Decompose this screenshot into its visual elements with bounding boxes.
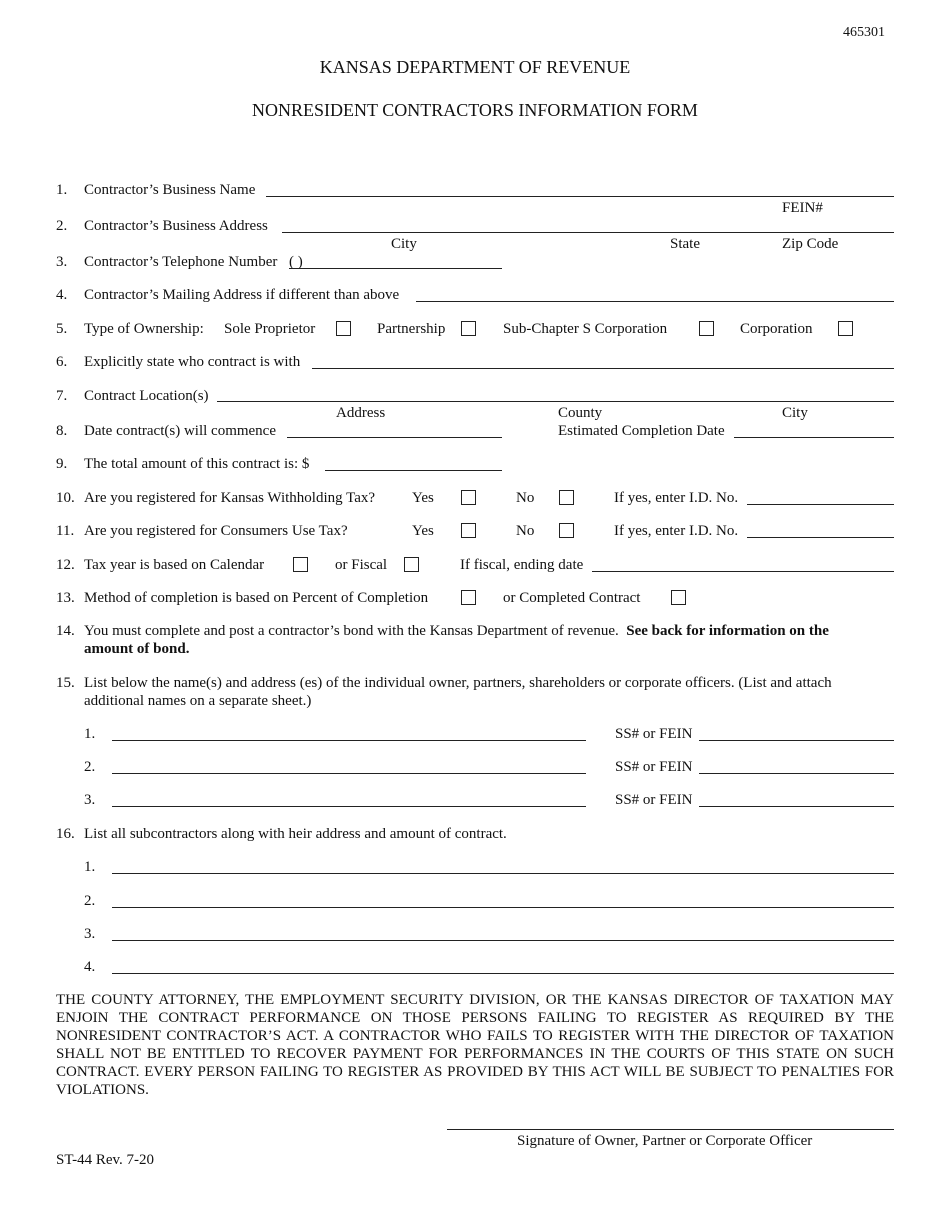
owner-name-field[interactable] bbox=[112, 773, 586, 774]
corporation-label: Corporation bbox=[740, 321, 813, 337]
yes-label: Yes bbox=[412, 490, 434, 506]
subcontractor-field[interactable] bbox=[112, 973, 894, 974]
contract-with-field[interactable] bbox=[312, 368, 894, 369]
subcontractor-field[interactable] bbox=[112, 907, 894, 908]
owner-ss-fein-field[interactable] bbox=[699, 773, 894, 774]
item-number: 16. bbox=[56, 826, 75, 842]
owner-name-field[interactable] bbox=[112, 740, 586, 741]
item-number: 2. bbox=[56, 218, 68, 234]
contract-with-label: Explicitly state who contract is with bbox=[84, 354, 301, 370]
est-completion-field[interactable] bbox=[734, 437, 894, 438]
yes-label: Yes bbox=[412, 523, 434, 539]
completed-contract-label: or Completed Contract bbox=[503, 590, 641, 606]
withholding-yes-checkbox[interactable] bbox=[461, 490, 476, 505]
no-label: No bbox=[516, 490, 535, 506]
item-number: 10. bbox=[56, 490, 75, 506]
owners-instruction: List below the name(s) and address (es) of the individual owner, partners, shareholders or corporate officers. (List and attach additional names on a separate sheet.) bbox=[84, 675, 832, 709]
item-number: 4. bbox=[56, 287, 68, 303]
fiscal-ending-field[interactable] bbox=[592, 571, 894, 572]
telephone-field[interactable] bbox=[289, 268, 502, 269]
use-tax-no-checkbox[interactable] bbox=[559, 523, 574, 538]
percent-completion-checkbox[interactable] bbox=[461, 590, 476, 605]
fein-label: FEIN# bbox=[782, 200, 823, 216]
mailing-address-label: Contractor’s Mailing Address if different than above bbox=[84, 287, 400, 303]
calendar-checkbox[interactable] bbox=[293, 557, 308, 572]
zip-label: Zip Code bbox=[782, 236, 839, 252]
corporation-checkbox[interactable] bbox=[838, 321, 853, 336]
method-label: Method of completion is based on Percent of Completion bbox=[84, 590, 429, 606]
tax-year-label: Tax year is based on Calendar bbox=[84, 557, 265, 573]
sub-row-number: 1. bbox=[84, 859, 96, 875]
location-county-label: County bbox=[558, 405, 603, 421]
business-address-field[interactable] bbox=[282, 232, 894, 233]
item-number: 7. bbox=[56, 388, 68, 404]
sole-proprietor-checkbox[interactable] bbox=[336, 321, 351, 336]
bond-instruction: You must complete and post a contractor’s bond with the Kansas Department of revenue. See back for information on the amount of bond. bbox=[84, 623, 829, 657]
city-label: City bbox=[391, 236, 417, 252]
item-number: 9. bbox=[56, 456, 68, 472]
withholding-id-field[interactable] bbox=[747, 504, 894, 505]
location-city-label: City bbox=[782, 405, 808, 421]
form-title: NONRESIDENT CONTRACTORS INFORMATION FORM bbox=[252, 100, 698, 120]
no-label: No bbox=[516, 523, 535, 539]
owner-ss-fein-field[interactable] bbox=[699, 806, 894, 807]
contract-location-field[interactable] bbox=[217, 401, 894, 402]
location-address-label: Address bbox=[336, 405, 386, 421]
item-number: 3. bbox=[56, 254, 68, 270]
commence-label: Date contract(s) will commence bbox=[84, 423, 276, 439]
ownership-label: Type of Ownership: bbox=[84, 321, 204, 337]
total-amount-label: The total amount of this contract is: $ bbox=[84, 456, 310, 472]
sub-row-number: 3. bbox=[84, 926, 96, 942]
partnership-checkbox[interactable] bbox=[461, 321, 476, 336]
item-number: 8. bbox=[56, 423, 68, 439]
id-no-label: If yes, enter I.D. No. bbox=[614, 490, 739, 506]
item-number: 11. bbox=[56, 523, 75, 539]
contract-location-label: Contract Location(s) bbox=[84, 388, 209, 404]
legal-notice: THE COUNTY ATTORNEY, THE EMPLOYMENT SECURITY DIVISION, OR THE KANSAS DIRECTOR OF TAXATION MAY ENJOIN THE CONTRACT PERFORMANCE ON THOSE PERSONS FAILING TO REGISTER AS REQUIRED BY THE NONRESIDENT CONTRACTOR’S ACT. A CONTRACTOR WHO FAILS TO REGISTER WITH THE DIRECTOR OF TAXATION SHALL NOT BE ENTITLED TO RECOVER PAYMENT FOR PERFORMANCES IN THE COURTS OF THIS STATE ON SUCH CONTRACT. EVERY PERSON FAILING TO REGISTER AS PROVIDED BY THIS ACT WILL BE SUBJECT TO PENALTIES FOR VIOLATIONS. bbox=[56, 992, 894, 1098]
use-tax-id-field[interactable] bbox=[747, 537, 894, 538]
owner-row-number: 3. bbox=[84, 792, 96, 808]
owner-row-number: 1. bbox=[84, 726, 96, 742]
revision-label: ST-44 Rev. 7-20 bbox=[56, 1152, 155, 1168]
item-number: 14. bbox=[56, 623, 75, 639]
sole-proprietor-label: Sole Proprietor bbox=[224, 321, 316, 337]
item-number: 5. bbox=[56, 321, 68, 337]
telephone-label: Contractor’s Telephone Number bbox=[84, 254, 278, 270]
ss-fein-label: SS# or FEIN bbox=[615, 759, 693, 775]
or-fiscal-label: or Fiscal bbox=[335, 557, 388, 573]
est-completion-label: Estimated Completion Date bbox=[558, 423, 725, 439]
form-number: 465301 bbox=[843, 25, 885, 40]
id-no-label: If yes, enter I.D. No. bbox=[614, 523, 739, 539]
business-name-label: Contractor’s Business Name bbox=[84, 182, 256, 198]
fiscal-checkbox[interactable] bbox=[404, 557, 419, 572]
item-number: 1. bbox=[56, 182, 68, 198]
subcontractor-field[interactable] bbox=[112, 873, 894, 874]
use-tax-question: Are you registered for Consumers Use Tax? bbox=[84, 523, 348, 539]
withholding-question: Are you registered for Kansas Withholding Tax? bbox=[84, 490, 376, 506]
item-number: 13. bbox=[56, 590, 75, 606]
business-address-label: Contractor’s Business Address bbox=[84, 218, 268, 234]
withholding-no-checkbox[interactable] bbox=[559, 490, 574, 505]
item-number: 12. bbox=[56, 557, 75, 573]
agency-title: KANSAS DEPARTMENT OF REVENUE bbox=[319, 57, 631, 77]
subcontractor-field[interactable] bbox=[112, 940, 894, 941]
owner-ss-fein-field[interactable] bbox=[699, 740, 894, 741]
total-amount-field[interactable] bbox=[325, 470, 502, 471]
mailing-address-field[interactable] bbox=[416, 301, 894, 302]
ss-fein-label: SS# or FEIN bbox=[615, 726, 693, 742]
owner-row-number: 2. bbox=[84, 759, 96, 775]
signature-label: Signature of Owner, Partner or Corporate Officer bbox=[517, 1133, 813, 1149]
ss-fein-label: SS# or FEIN bbox=[615, 792, 693, 808]
item-number: 15. bbox=[56, 675, 75, 691]
owner-name-field[interactable] bbox=[112, 806, 586, 807]
subchapter-s-label: Sub-Chapter S Corporation bbox=[503, 321, 668, 337]
item-number: 6. bbox=[56, 354, 68, 370]
telephone-area-code: ( ) bbox=[289, 254, 303, 270]
sub-row-number: 4. bbox=[84, 959, 96, 975]
fiscal-ending-label: If fiscal, ending date bbox=[460, 557, 584, 573]
subchapter-s-checkbox[interactable] bbox=[699, 321, 714, 336]
sub-row-number: 2. bbox=[84, 893, 96, 909]
use-tax-yes-checkbox[interactable] bbox=[461, 523, 476, 538]
completed-contract-checkbox[interactable] bbox=[671, 590, 686, 605]
business-name-field[interactable] bbox=[266, 196, 894, 197]
signature-field[interactable] bbox=[447, 1129, 894, 1130]
partnership-label: Partnership bbox=[377, 321, 446, 337]
commence-field[interactable] bbox=[287, 437, 502, 438]
subcontractors-instruction: List all subcontractors along with heir address and amount of contract. bbox=[84, 826, 507, 842]
state-label: State bbox=[670, 236, 700, 252]
